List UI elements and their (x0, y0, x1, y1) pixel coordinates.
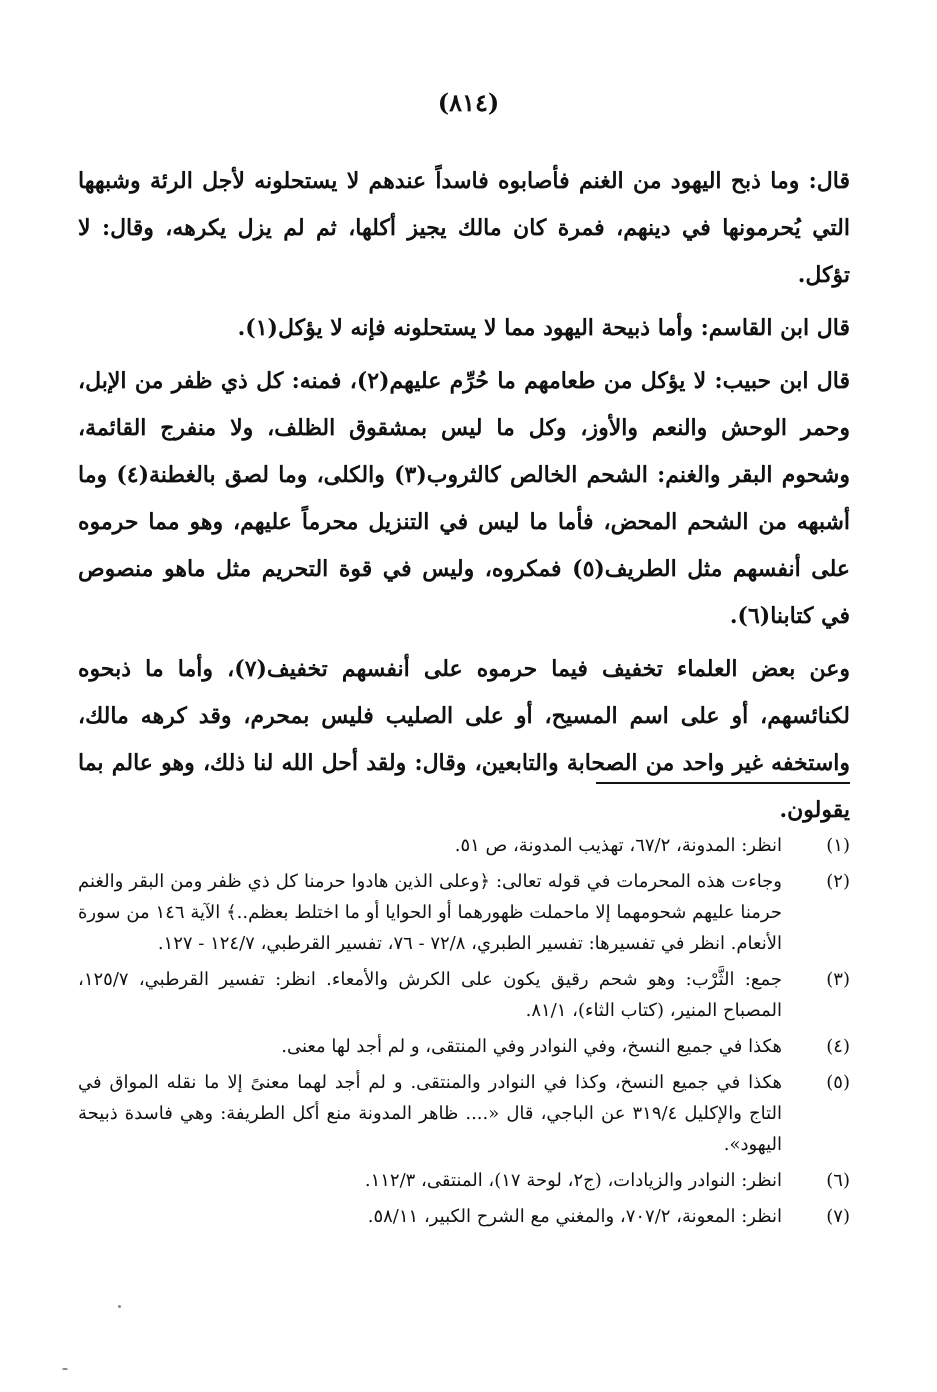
footnote (78, 1067, 850, 1160)
scan-speck (62, 1368, 68, 1370)
footnote-number: (٣) (826, 969, 850, 990)
scan-speck (118, 1305, 121, 1308)
footnote-number: (٦) (826, 1170, 850, 1191)
paragraph: قال: وما ذبح اليهود من الغنم فأصابوه فاسداً عندهم لا يستحلونه لأجل الرئة وشبهها التي يُحرمونها في دينهم، فمرة كان مالك يجيز أكلها، ثم لم يزل يكرهه، وقال: لا تؤكل. (78, 168, 850, 288)
main-text (78, 158, 850, 840)
footnote-text: جمع: الثَّرْب: وهو شحم رقيق يكون على الكرش والأمعاء. انظر: تفسير القرطبي، ١٢٥/٧، المصباح المنير، (كتاب الثاء)، ٨١/١. (78, 969, 782, 1021)
footnote (78, 1031, 850, 1062)
footnote (78, 1201, 850, 1232)
footnotes (78, 830, 850, 1237)
footnote-number: (٢) (826, 871, 850, 892)
footnote-number: (٧) (826, 1206, 850, 1227)
footnote (78, 1165, 850, 1196)
footnote-text: هكذا في جميع النسخ، وفي النوادر وفي المنتقى، و لم أجد لها معنى. (281, 1036, 782, 1057)
footnote-number: (١) (826, 835, 850, 856)
paragraph: قال ابن حبيب: لا يؤكل من طعامهم ما حُرِّم عليهم(٢)، فمنه: كل ذي ظفر من الإبل، وحمر الوحش والنعم والأوز، وكل ما ليس بمشقوق الظلف، ولا منفرج القائمة، وشحوم البقر والغنم: الشحم الخالص كالثروب(٣) والكلى، وما لصق بالغطنة(٤) وما أشبهه من الشحم المحض، فأما ما ليس في التنزيل محرماً عليهم، وهو مما حرموه على أنفسهم مثل الطريف(٥) فمكروه، وليس في قوة التحريم مثل ماهو منصوص في كتابنا(٦). (78, 368, 851, 629)
footnote-text: انظر: النوادر والزيادات، (ج٢، لوحة ١٧)، المنتقى، ١١٢/٣. (364, 1170, 782, 1191)
paragraph: قال ابن القاسم: وأما ذبيحة اليهود مما لا يستحلونه فإنه لا يؤكل(١). (237, 315, 850, 341)
page-number: (٨١٤) (437, 88, 500, 117)
footnote (78, 830, 850, 861)
footnote (78, 866, 850, 959)
footnote (78, 964, 850, 1026)
footnote-text: وجاءت هذه المحرمات في قوله تعالى: ﴿وعلى الذين هادوا حرمنا كل ذي ظفر ومن البقر والغنم حرمنا عليهم شحومهما إلا ماحملت ظهورهما أو الحوايا أو ما اختلط بعظم..﴾ الآية ١٤٦ من سورة الأنعام. انظر في تفسيرها: تفسير الطبري، ٧٢/٨ - ٧٦، تفسير القرطبي، ١٢٤/٧ - ١٢٧. (78, 871, 782, 954)
footnote-text: انظر: المعونة، ٧٠٧/٢، والمغني مع الشرح الكبير، ٥٨/١١. (367, 1206, 782, 1227)
paragraph: وعن بعض العلماء تخفيف فيما حرموه على أنفسهم تخفيف(٧)، وأما ما ذبحوه لكنائسهم، أو على اسم المسيح، أو على الصليب فليس بمحرم، وقد كرهه مالك، واستخفه غير واحد من الصحابة والتابعين، وقال: ولقد أحل الله لنا ذلك، وهو عالم بما يقولون. (78, 656, 851, 823)
footnote-number: (٤) (826, 1036, 850, 1057)
footnote-number: (٥) (826, 1072, 850, 1093)
footnote-text: هكذا في جميع النسخ، وكذا في النوادر والمنتقى. و لم أجد لهما معنىً إلا ما نقله المواق في التاج والإكليل ٣١٩/٤ عن الباجي، قال «.... ظاهر المدونة منع أكل الطريفة: وهي فاسدة ذبيحة اليهود». (78, 1072, 782, 1155)
footnote-divider (596, 782, 850, 784)
footnote-text: انظر: المدونة، ٦٧/٢، تهذيب المدونة، ص ٥١. (454, 835, 782, 856)
